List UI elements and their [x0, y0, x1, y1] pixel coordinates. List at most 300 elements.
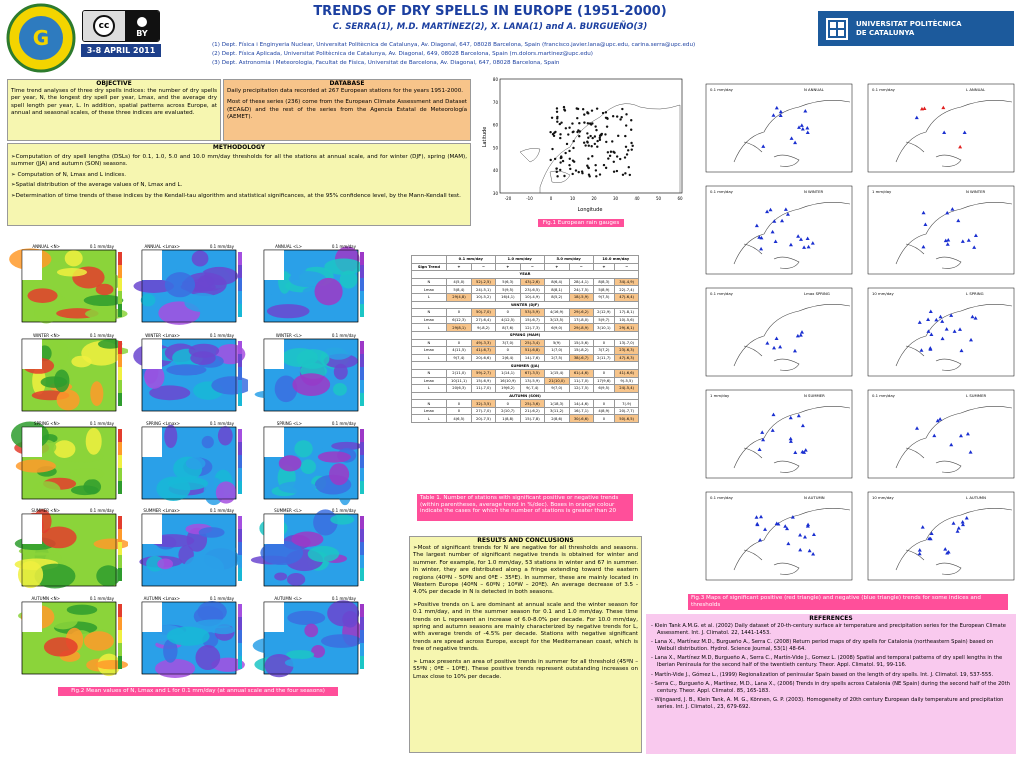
rain-gauge-dot — [556, 111, 558, 113]
table-cell: 0 — [495, 400, 520, 408]
rain-gauge-dot — [577, 129, 579, 131]
rain-gauge-dot — [583, 141, 585, 143]
table-cell: 15(-6,9) — [472, 377, 496, 385]
table-row — [412, 339, 639, 347]
fig1-xlabel: Longitude — [577, 207, 603, 213]
rain-gauge-dot — [605, 167, 607, 169]
rain-gauge-dot — [569, 158, 571, 160]
row-label: Lmax — [412, 286, 447, 294]
fig1-xtick: 0 — [549, 196, 553, 201]
rain-gauge-dot — [604, 133, 606, 135]
rain-gauge-dot — [577, 108, 579, 110]
objective-text: Time trend analyses of three dry spells indices: the number of dry spells per year, N, the longest dry spell per year, Lmax, and the average dry spell length per year, L. In addition, spatial patterns across Europe, at annual and seasonal scales, of these three indices are evaluated. — [11, 88, 217, 117]
rain-gauge-dot — [619, 158, 621, 160]
table-section: AUTUMN (SON) — [412, 392, 639, 400]
rain-gauge-dot — [619, 118, 621, 120]
fig3-threshold: 1 mm/day — [872, 189, 892, 194]
authors: C. SERRA(1), M.D. MARTÍNEZ(2), X. LANA(1) and A. BURGUEÑO(3) — [332, 22, 648, 32]
table-caption: Table 1. Number of stations with significant positive or negative trends (within parentheses, average trend in %/dec). Boxes in orange colour indicate the cases for which the number of stations is greater than 20 — [417, 494, 633, 521]
table-cell: 25(-3,4) — [520, 339, 544, 347]
rain-gauge-dot — [578, 122, 580, 124]
rain-gauge-dot — [550, 159, 552, 161]
rain-gauge-dot — [562, 160, 564, 162]
affiliation-1: (1) Dept. Física i Enginyeria Nuclear, Universitat Politècnica de Catalunya, Av. Diagonal, 647, 08028 Barcelona, Spain (francisco.javier.lana@upc.edu, carina.serra@upc.edu) — [212, 42, 696, 48]
table-cell: 8(5,2) — [544, 293, 569, 301]
fig3-threshold: 0.1 mm/day — [710, 495, 733, 500]
table-cell: 1(8,8) — [495, 415, 520, 423]
table-cell: 16(4,1) — [495, 293, 520, 301]
rain-gauge-dot — [624, 172, 626, 174]
table-cell: 41(-6,6) — [615, 369, 639, 377]
table-cell: 28(-4,1) — [569, 278, 593, 286]
fig3-index-label: Lmax SPRING — [804, 291, 830, 296]
table-cell: 49(-3,3) — [472, 339, 496, 347]
reference-item: - Martín-Vide J., Gómez L., (1999) Regionalization of peninsular Spain based on the length of dry spells. Int. J. Climatol. 19, 537-555. — [651, 671, 994, 678]
table-cell: 8(7,6) — [495, 324, 520, 332]
results-p2: ➢Positive trends on L are dominant at annual scale and the winter season for 0.1 mm/day, and in the summer season for 0.1 and 1.0 mm/day. These time trends on L represent an increase of 6.0-8.0% per decade. For 10.0 mm/day, spring and autumn seasons are mainly characterized by negative trends for L, with average trends of -4.5% per decade. Stations with negative significant trends are spread across Europe, except for the Mediterranean coast, which is free of negative trends. — [413, 601, 638, 653]
fig1-xtick: 50 — [655, 196, 662, 201]
table-cell: 0 — [593, 369, 615, 377]
table-cell: 3(13,5) — [544, 316, 569, 324]
rain-gauge-dot — [627, 149, 629, 151]
table-cell: 2(11,7) — [593, 354, 615, 362]
rain-gauge-dot — [609, 155, 611, 157]
table-cell: 61(-4,6) — [569, 369, 593, 377]
rain-gauge-dot — [587, 122, 589, 124]
fig2-panel-threshold: 0.1 mm/day — [209, 333, 234, 338]
rain-gauge-dot — [599, 139, 601, 141]
rain-gauge-dot — [586, 141, 588, 143]
table-cell: 2(8,6) — [544, 415, 569, 423]
rain-gauge-dot — [599, 173, 601, 175]
table-cell: 29(-8,9) — [569, 324, 593, 332]
table-cell: 1(14,1) — [495, 369, 520, 377]
rain-gauge-dot — [612, 151, 614, 153]
rain-gauge-dot — [587, 166, 589, 168]
table-row — [412, 309, 639, 317]
table-cell: 0 — [593, 415, 615, 423]
results-heading: RESULTS AND CONCLUSIONS — [410, 537, 641, 545]
attribution-icon: i — [135, 15, 149, 29]
rain-gauge-dot — [556, 175, 558, 177]
rain-gauge-dot — [559, 161, 561, 163]
table-cell: 9(7,4) — [446, 354, 471, 362]
rain-gauge-dot — [565, 127, 567, 129]
table-row — [412, 278, 639, 286]
table-cell: 6(9,0) — [544, 324, 569, 332]
rain-gauge-dot — [612, 115, 614, 117]
table-cell: 3(7,2) — [593, 347, 615, 355]
fig2-panel — [8, 507, 128, 586]
fig2-panel-title: SPRING <Lmax> — [146, 421, 180, 426]
table-cell: 5(9,7) — [593, 316, 615, 324]
fig3-trend-maps — [690, 78, 1016, 586]
rain-gauge-dot — [586, 112, 588, 114]
rain-gauge-dot — [588, 175, 590, 177]
row-label: L — [412, 415, 447, 423]
rain-gauge-dot — [567, 133, 569, 135]
sign-header: + — [544, 263, 569, 271]
fig3-index-label: N WINTER — [966, 189, 986, 194]
table-cell: 15(-6,7) — [520, 316, 544, 324]
table-cell: 25(-3,6) — [520, 400, 544, 408]
rain-gauge-dot — [605, 141, 607, 143]
fig3-threshold: 10 mm/day — [872, 291, 894, 296]
table-cell: 1(18,3) — [544, 400, 569, 408]
fig1-xtick: -10 — [526, 196, 533, 201]
rain-gauge-dot — [586, 132, 588, 134]
references-heading: REFERENCES — [809, 615, 853, 622]
table-cell: 14(-4,6) — [569, 400, 593, 408]
fig2-panel — [128, 332, 248, 411]
rain-gauge-dot — [620, 116, 622, 118]
rain-gauge-dot — [630, 142, 632, 144]
rain-gauge-dot — [551, 117, 553, 119]
rain-gauge-dot — [560, 155, 562, 157]
fig1-ytick: 60 — [492, 122, 498, 128]
table-row — [412, 385, 639, 393]
upc-logo — [818, 11, 1014, 46]
table-cell: 17(9,6) — [593, 377, 615, 385]
table-cell: 15(-7,8) — [520, 415, 544, 423]
fig2-panel-threshold: 0.1 mm/day — [331, 421, 356, 426]
rain-gauge-dot — [568, 150, 570, 152]
sign-header: − — [520, 263, 544, 271]
fig2-panel — [250, 332, 370, 411]
reference-item: - Serra C., Burgueño A., Martínez, M.D., Lana X., (2006) Trends in dry spells across Catalonia (NE Spain) during the second half of the 20th century. Theor. Appl. Climatol. 85, 165-183. — [651, 681, 1010, 694]
table-cell: 12(-7,3) — [520, 324, 544, 332]
fig2-panel-title: AUTUMN <Lmax> — [143, 596, 180, 601]
table-cell: 15(-5,6) — [569, 339, 593, 347]
page-title: TRENDS OF DRY SPELLS IN EUROPE (1951-2000) — [313, 4, 667, 19]
fig2-panel-title: SPRING <N> — [34, 421, 60, 426]
rain-gauge-dot — [594, 143, 596, 145]
table-cell: 34(-4,9) — [615, 278, 639, 286]
rain-gauge-dot — [563, 106, 565, 108]
rain-gauge-dot — [621, 108, 623, 110]
fig2-panel-title: AUTUMN <N> — [31, 596, 60, 601]
rain-gauge-dot — [587, 158, 589, 160]
fig3-index-label: N ANNUAL — [804, 87, 824, 92]
table-cell: 51(-6,8) — [520, 347, 544, 355]
rain-gauge-dot — [613, 171, 615, 173]
results-p3: ➢ Lmax presents an area of positive trends in summer for all threshold (45ºN – 55ºN ; 0ºE – 10ºE). These positive trends represent outstanding increases on Lmax close to 10% per decade. — [413, 658, 638, 680]
row-label: L — [412, 293, 447, 301]
table-cell: 10(-4,9) — [520, 293, 544, 301]
table-cell: 22(-7,4) — [615, 286, 639, 294]
reference-item: - Klein Tank A.M.G. et al. (2002) Daily dataset of 20-th-century surface air temperature and precipitation series for the European Climate Assessment. Int. J. Climatol. 22, 1441-1453. — [651, 623, 1006, 636]
fig1-xtick: 60 — [677, 196, 683, 201]
method-item-2: ➢ Computation of N, Lmax and L indices. — [11, 171, 127, 178]
fig2-panel-threshold: 0.1 mm/day — [89, 244, 114, 249]
table-cell: 5(6,3) — [495, 278, 520, 286]
rain-gauge-dot — [555, 167, 557, 169]
table-cell: 4(6,5) — [446, 415, 471, 423]
fig2-panel — [8, 243, 128, 322]
table-cell: 27(-7,0) — [472, 407, 496, 415]
threshold-header: 0.1 mm/day — [446, 256, 495, 264]
rain-gauge-dot — [617, 135, 619, 137]
rain-gauge-dot — [560, 121, 562, 123]
methodology-heading: METHODOLOGY — [8, 144, 470, 152]
table-cell: 59(-2,7) — [472, 369, 496, 377]
fig3-index-label: N WINTER — [804, 189, 824, 194]
fig2-panel — [8, 332, 128, 411]
fig2-panel-title: SUMMER <N> — [31, 508, 60, 513]
fig1-ytick: 80 — [492, 77, 498, 82]
rain-gauge-dot — [596, 107, 598, 109]
results-p1: ➢Most of significant trends for N are negative for all thresholds and seasons. The largest number of significant negative trends is obtained for winter and summer. For example, for 1.0 mm/day, 53 stations in winter and 67 in summer. In winter, they are distributed along a fringe extending toward the eastern regions (40ºN - 50ºN and 0ºE - 35ºE). In summer, these are mainly located in Western Europe (40ºN – 60ºN ; 10ºW – 20ºE). An average decrease of 3.5 - 4.0% per decade in N is detected in both seasons. — [413, 545, 638, 596]
row-label: L — [412, 385, 447, 393]
table-cell: 9(7,0) — [544, 385, 569, 393]
table-cell: 23(-6,5) — [520, 286, 544, 294]
table-cell: 3(10,1) — [593, 324, 615, 332]
table-cell: 0 — [446, 309, 471, 317]
table-cell: 3(11,2) — [544, 407, 569, 415]
rain-gauge-dot — [587, 137, 589, 139]
fig3-threshold: 0.1 mm/day — [710, 87, 733, 92]
fig3-panel — [704, 490, 854, 586]
methodology-box — [7, 143, 471, 226]
table-cell: 13(-7,0) — [615, 339, 639, 347]
reference-item: - Wijngaard, J. B., Klein Tank, A. M. G., Können, G. P. (2003). Homogeneity of 20th century European daily temperature and precipitation series. Int. J. Climatol., 23, 679-692. — [651, 697, 1004, 710]
fig3-panel — [866, 286, 1016, 382]
fig2-panel — [250, 420, 370, 499]
fig2-panel-threshold: 0.1 mm/day — [331, 596, 356, 601]
fig2-panel-title: WINTER <Lmax> — [145, 333, 180, 338]
table-cell: 43(-2,6) — [520, 278, 544, 286]
fig2-panel-title: AUTUMN <L> — [274, 596, 302, 601]
table-cell: 5(9) — [544, 339, 569, 347]
rain-gauge-dot — [575, 169, 577, 171]
fig2-panel-threshold: 0.1 mm/day — [209, 421, 234, 426]
table-cell: 4(16,9) — [544, 309, 569, 317]
rain-gauge-dot — [591, 137, 593, 139]
fig1-ytick: 40 — [492, 168, 498, 174]
table-cell: 1(7,0) — [544, 347, 569, 355]
rain-gauge-dot — [591, 155, 593, 157]
sign-header: − — [472, 263, 496, 271]
upc-line2: DE CATALUNYA — [856, 28, 915, 37]
rain-gauge-dot — [572, 159, 574, 161]
fig2-panel-threshold: 0.1 mm/day — [331, 508, 356, 513]
row-label: N — [412, 278, 447, 286]
fig1-ytick: 30 — [492, 191, 498, 196]
table-cell: 6(12,3) — [446, 316, 471, 324]
fig2-panel-threshold: 0.1 mm/day — [209, 508, 234, 513]
fig2-panel-title: ANNUAL <L> — [275, 244, 302, 249]
fig1-rain-gauge-map — [480, 77, 684, 217]
rain-gauge-dot — [628, 166, 630, 168]
objective-box — [7, 79, 221, 141]
rain-gauge-dot — [559, 169, 561, 171]
row-label: N — [412, 309, 447, 317]
sign-trend-header: Sign Trend — [412, 263, 447, 271]
fig2-panel — [128, 243, 248, 322]
row-label: N — [412, 400, 447, 408]
rain-gauge-dot — [607, 157, 609, 159]
rain-gauge-dot — [605, 111, 607, 113]
sign-header: + — [593, 263, 615, 271]
table-cell: 7(-9) — [615, 400, 639, 408]
table-cell: 10(-5,2) — [472, 293, 496, 301]
method-item-4: ➢Determination of time trends of these indices by the Kendall-tau algorithm and statistical significances, at the 95% confidence level, by the Mann-Kendall test. — [11, 192, 461, 199]
fig2-panel-threshold: 0.1 mm/day — [89, 508, 114, 513]
rain-gauge-dot — [595, 129, 597, 131]
rain-gauge-dot — [572, 147, 574, 149]
table-cell: 16(10,9) — [495, 377, 520, 385]
rain-gauge-dot — [559, 133, 561, 135]
rain-gauge-dot — [625, 113, 627, 115]
fig3-panel — [704, 82, 854, 178]
table-cell: 10(11,1) — [446, 377, 471, 385]
table-cell: 16(-7,1) — [569, 407, 593, 415]
table-cell: 52(-2,5) — [472, 278, 496, 286]
fig3-index-label: L SPRING — [966, 291, 984, 296]
table-section: SUMMER (JJA) — [412, 362, 639, 370]
rain-gauge-dot — [616, 115, 618, 117]
table-cell: 18(-5,9) — [569, 293, 593, 301]
rain-gauge-dot — [626, 153, 628, 155]
table-cell: 2(7,5) — [544, 354, 569, 362]
fig3-caption: Fig.3 Maps of significant positive (red triangle) and negative (blue triangle) trends for some indices and thresholds — [688, 594, 1008, 610]
row-label: Lmax — [412, 377, 447, 385]
row-label: Lmax — [412, 347, 447, 355]
table-cell: 29(-6,2) — [569, 309, 593, 317]
sign-header: − — [569, 263, 593, 271]
table-cell: 0 — [446, 339, 471, 347]
fig2-panel-threshold: 0.1 mm/day — [89, 596, 114, 601]
rain-gauge-dot — [606, 125, 608, 127]
table-row — [412, 415, 639, 423]
rain-gauge-dot — [601, 133, 603, 135]
table-cell: 20(-7,5) — [472, 415, 496, 423]
table-cell: 29(8,1) — [446, 324, 471, 332]
database-heading: DATABASE — [224, 80, 470, 88]
fig3-threshold: 0.1 mm/day — [710, 291, 733, 296]
table-cell: 5(8,4) — [446, 286, 471, 294]
table-row — [412, 400, 639, 408]
rain-gauge-dot — [576, 117, 578, 119]
rain-gauge-dot — [578, 171, 580, 173]
threshold-header: 10.0 mm/day — [593, 256, 638, 264]
table-cell: 4(8,9) — [593, 407, 615, 415]
fig3-threshold: 1 mm/day — [710, 393, 730, 398]
rain-gauge-dot — [568, 164, 570, 166]
rain-gauge-dot — [629, 174, 631, 176]
table-cell: 10(-5,6) — [615, 316, 639, 324]
table-row — [412, 324, 639, 332]
table-cell: 29(-6,1) — [615, 324, 639, 332]
rain-gauge-dot — [606, 118, 608, 120]
rain-gauge-dot — [596, 140, 598, 142]
method-item-3: ➢Spatial distribution of the average values of N, Lmax and L. — [11, 182, 183, 189]
fig3-threshold: 0.1 mm/day — [872, 87, 895, 92]
table-cell: 15(-8,2) — [569, 347, 593, 355]
fig1-xtick: -20 — [504, 196, 512, 201]
table-cell: 0 — [446, 407, 471, 415]
rain-gauge-dot — [594, 164, 596, 166]
table-row — [412, 293, 639, 301]
database-box — [223, 79, 471, 141]
fig3-panel — [866, 490, 1016, 586]
table-cell: 32(-3,5) — [472, 400, 496, 408]
rain-gauge-dot — [595, 175, 597, 177]
reference-item: - Lana X., Martínez M.D., Burgueño A., Serra C. (2008) Return period maps of dry spells for Catalonia (northeastern Spain) based on Weibull distribution. Hydrol. Science Journal, 53(1) 48-64. — [651, 639, 994, 652]
table-cell: 12(-7,5) — [569, 385, 593, 393]
fig3-panel — [866, 82, 1016, 178]
rain-gauge-dot — [624, 156, 626, 158]
table-row — [412, 369, 639, 377]
rain-gauge-dot — [581, 170, 583, 172]
fig2-panel-threshold: 0.1 mm/day — [89, 333, 114, 338]
rain-gauge-dot — [554, 158, 556, 160]
rain-gauge-dot — [616, 170, 618, 172]
table-cell: 24(-7,5) — [569, 286, 593, 294]
table-cell: 6(9,5) — [593, 385, 615, 393]
table-section: YEAR — [412, 271, 639, 279]
affiliation-3: (3) Dept. Astronomia i Meteorologia, Facultat de Física, Universitat de Barcelona, Av. Diagonal, 647, 08028 Barcelona, Spain — [212, 60, 560, 66]
fig3-threshold: 10 mm/day — [872, 495, 894, 500]
fig3-panel — [866, 184, 1016, 280]
fig2-caption: Fig.2 Mean values of N, Lmax and L for 0.1 mm/day (at annual scale and the four seasons) — [58, 687, 338, 696]
fig3-threshold: 0.1 mm/day — [710, 189, 733, 194]
results-box — [409, 536, 642, 753]
rain-gauge-dot — [595, 169, 597, 171]
table-section: WINTER (DJF) — [412, 301, 639, 309]
affiliation-2: (2) Dept. Física Aplicada, Universitat Politècnica de Catalunya, Av. Diagonal, 649, 08028 Barcelona, Spain (m.dolors.martinez@upc.edu) — [212, 51, 593, 57]
reference-item: - Lana X., Martínez M.D, Burgueño A., Serra C., Martín-Vide J., Gomez L. (2008) Spatial and temporal patterns of dry spell lengths in the Iberian Peninsula for the second half of the twentieth century. Theor. Appl. Climatol. 91, 99-116. — [651, 655, 1003, 668]
table-row — [412, 316, 639, 324]
date-badge: 3-8 APRIL 2011 — [81, 44, 161, 57]
rain-gauge-dot — [602, 112, 604, 114]
table-cell: 0 — [593, 339, 615, 347]
fig2-panel — [128, 420, 248, 499]
rain-gauge-dot — [571, 122, 573, 124]
table-cell: 5(8,9) — [593, 286, 615, 294]
fig2-panel-title: SUMMER <Lmax> — [143, 508, 180, 513]
rain-gauge-dot — [594, 135, 596, 137]
row-label: L — [412, 324, 447, 332]
row-label: L — [412, 354, 447, 362]
table-row — [412, 354, 639, 362]
table-cell: 5(9,5) — [495, 286, 520, 294]
rain-gauge-dot — [613, 161, 615, 163]
fig3-panel — [866, 388, 1016, 484]
fig1-ytick: 50 — [492, 145, 498, 151]
rain-gauge-dot — [611, 140, 613, 142]
rain-gauge-dot — [590, 145, 592, 147]
threshold-header: 1.0 mm/day — [495, 256, 544, 264]
rain-gauge-dot — [578, 135, 580, 137]
rain-gauge-dot — [559, 137, 561, 139]
table-cell: 24(-5,4) — [615, 385, 639, 393]
results-table — [411, 255, 639, 491]
fig2-panel — [128, 595, 248, 674]
license-label: BY — [136, 28, 148, 38]
rain-gauge-dot — [625, 124, 627, 126]
table-cell: 0 — [495, 309, 520, 317]
fig1-svg — [480, 77, 684, 217]
rain-gauge-dot — [573, 140, 575, 142]
fig3-panel — [704, 184, 854, 280]
fig2-panel-threshold: 0.1 mm/day — [331, 244, 356, 249]
egs-logo — [6, 3, 76, 73]
rain-gauge-dot — [552, 133, 554, 135]
objective-heading: OBJECTIVE — [8, 80, 220, 88]
database-p2: Most of these series (236) come from the European Climate Assessment and Dataset (ECA&D) and the rest of the series from the Agencia Estatal de Meteorología (AEMET). — [227, 99, 467, 121]
fig2-panel-threshold: 0.1 mm/day — [209, 596, 234, 601]
